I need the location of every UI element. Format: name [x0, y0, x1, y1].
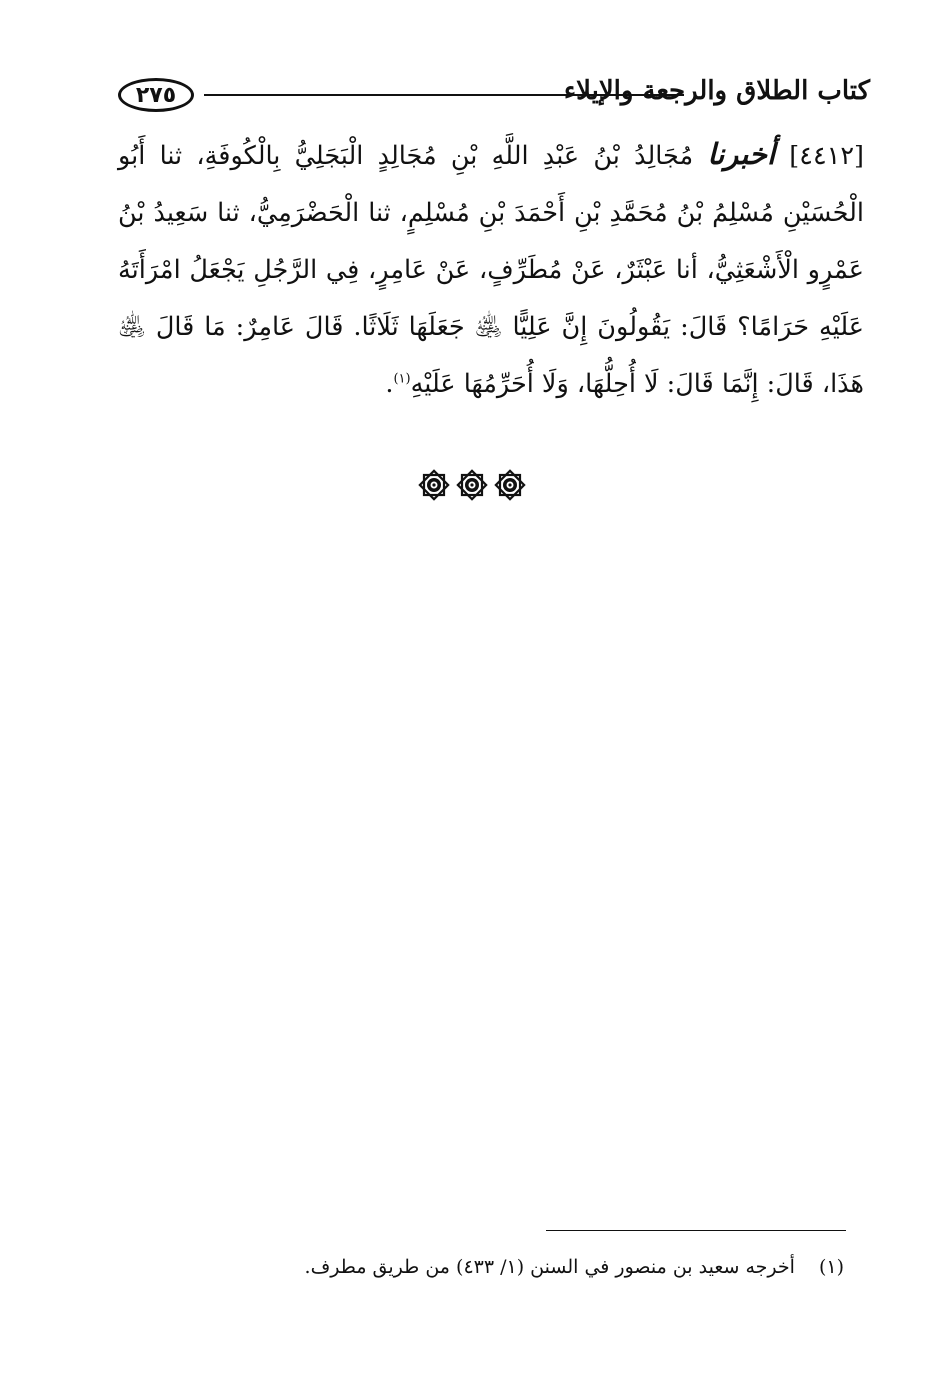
page-number: ٢٧٥: [118, 78, 194, 112]
footnote-reference: (١): [393, 371, 411, 387]
hadith-number: [٤٤١٢]: [789, 141, 864, 171]
hadith-paragraph: [118, 126, 864, 413]
hadith-opening-word: أخبرنا: [707, 137, 776, 171]
ornamental-flower-icon: [455, 468, 489, 502]
footnote: [244, 1256, 844, 1278]
footnote-number: (١): [818, 1256, 844, 1278]
footnote-rule: [546, 1230, 846, 1231]
chapter-title: كتاب الطلاق والرجعة والإيلاء: [563, 76, 870, 106]
ornamental-flower-icon: [417, 468, 451, 502]
running-header: [118, 72, 870, 120]
hadith-closing: .: [385, 369, 394, 399]
footnote-text: أخرجه سعيد بن منصور في السنن (١/ ٤٣٣) من طريق مطرف.: [304, 1256, 795, 1278]
ornamental-flower-icon: [493, 468, 527, 502]
section-separator: [0, 468, 944, 502]
hadith-text: مُجَالِدُ بْنُ عَبْدِ اللَّهِ بْنِ مُجَالِدٍ الْبَجَلِيُّ بِالْكُوفَةِ، ثنا أَبُو الْحُسَيْنِ مُسْلِمُ بْنُ مُحَمَّدِ بْنِ أَحْمَدَ بْنِ مُسْلِمٍ، ثنا الْحَضْرَمِيُّ، ثنا سَعِيدُ بْنُ عَمْرٍو الْأَشْعَثِيُّ، أنا عَبْثَرٌ، عَنْ مُطَرِّفٍ، عَنْ عَامِرٍ، فِي الرَّجُلِ يَجْعَلُ امْرَأَتَهُ عَلَيْهِ حَرَامًا؟ قَالَ: يَقُولُونَ إِنَّ عَلِيًّا ﵁ جَعَلَهَا ثَلَاثًا. قَالَ عَامِرٌ: مَا قَالَ ﵁ هَذَا، قَالَ: إِنَّمَا قَالَ: لَا أُحِلُّهَا، وَلَا أُحَرِّمُهَا عَلَيْهِ: [118, 141, 864, 399]
